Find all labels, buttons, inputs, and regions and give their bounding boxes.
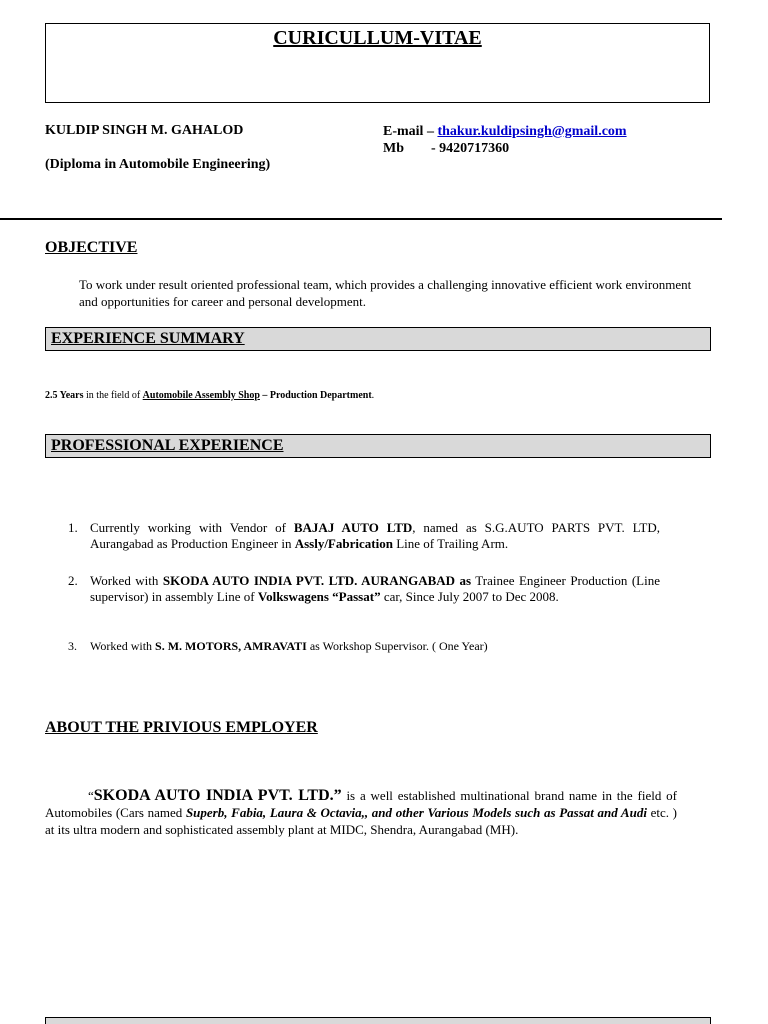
candidate-name: KULDIP SINGH M. GAHALOD [45,123,244,138]
page-title: CURICULLUM-VITAE [273,27,482,49]
mobile-line [383,140,627,157]
summary-mid: in the field of [83,390,143,401]
professional-experience-bar [45,434,711,458]
about-employer-heading: ABOUT THE PRIVIOUS EMPLOYER [45,719,318,736]
email-link[interactable]: thakur.kuldipsingh@gmail.com [437,124,627,139]
experience-number: 1. [68,520,78,535]
experience-number: 2. [68,573,78,588]
professional-experience-heading: PROFESSIONAL EXPERIENCE [51,437,284,454]
about-employer-text: “SKODA AUTO INDIA PVT. LTD.” is a well established multinational brand name in the field of Automobiles (Cars named Superb, Fabia, Laura & Octavia,, and other Various Models such as Passat and Audi etc. ) at its ultra modern and sophisticated assembly plant at MIDC, Shendra, Aurangabad (MH). [45,787,678,837]
email-label: E-mail – [383,124,438,139]
email-line [383,123,627,140]
summary-years: 2.5 Years [45,390,84,401]
about-models: Superb, Fabia, Laura & Octavia,, and other Various Models such as Passat and Audi [185,805,647,820]
experience-summary-heading: EXPERIENCE SUMMARY [51,330,245,347]
about-company-name: SKODA AUTO INDIA PVT. LTD.” [93,787,342,804]
next-section-bar [45,1017,711,1024]
experience-item [68,638,688,656]
experience-text: Worked with SKODA AUTO INDIA PVT. LTD. AURANGABAD as Trainee Engineer Production (Line supervisor) in assembly Line of Volkswagens “Passat” car, Since July 2007 to Dec 2008. [90,573,660,604]
header-divider [0,218,722,220]
contact-block [383,123,627,157]
experience-summary-text [45,390,374,401]
objective-heading: OBJECTIVE [45,239,138,256]
experience-item [68,520,688,554]
experience-item [68,573,688,607]
candidate-qualification: (Diploma in Automobile Engineering) [45,157,271,172]
summary-end: . [371,390,375,401]
objective-text: To work under result oriented professional team, which provides a challenging innovative efficient work environment and opportunities for career and personal development. [79,277,692,309]
experience-text: Worked with S. M. MOTORS, AMRAVATI as Workshop Supervisor. ( One Year) [90,639,488,653]
summary-dept: – Production Department [259,390,372,401]
experience-summary-bar [45,327,711,351]
experience-text: Currently working with Vendor of BAJAJ AUTO LTD, named as S.G.AUTO PARTS PVT. LTD, Aurangabad as Production Engineer in Assly/Fabrication Line of Trailing Arm. [90,520,661,551]
experience-number: 3. [68,639,77,653]
mobile-number: - 9420717360 [431,141,510,156]
mobile-label: Mb [383,141,404,156]
summary-field: Automobile Assembly Shop [142,390,260,401]
